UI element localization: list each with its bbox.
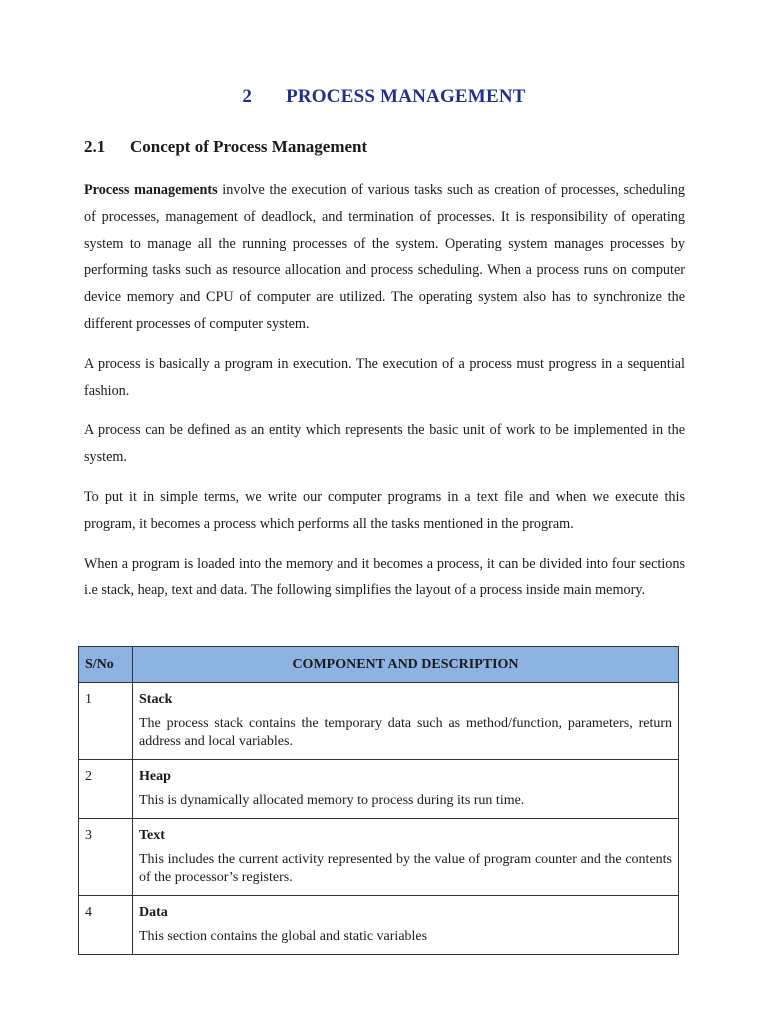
row-cell xyxy=(133,760,679,819)
table-row xyxy=(79,683,679,760)
paragraph-1 xyxy=(84,177,685,338)
row-cell xyxy=(133,819,679,896)
row-sno: 2 xyxy=(79,760,133,819)
component-name: Text xyxy=(139,828,165,843)
component-name: Heap xyxy=(139,769,171,784)
paragraph-1-bold-term: Process managements xyxy=(84,182,218,198)
table-row xyxy=(79,760,679,819)
section-number: 2.1 xyxy=(84,137,106,156)
header-sno: S/No xyxy=(79,647,133,683)
paragraph-5: When a program is loaded into the memory and it becomes a process, it can be divided into four sections i.e stack, heap, text and data. The following simplifies the layout of a process inside main memory. xyxy=(84,555,685,599)
component-name: Data xyxy=(139,905,168,920)
table-header-row xyxy=(79,647,679,683)
row-sno: 1 xyxy=(79,683,133,760)
row-cell xyxy=(133,683,679,760)
header-component-description: COMPONENT AND DESCRIPTION xyxy=(133,647,679,683)
paragraph-1-text: involve the execution of various tasks such as creation of processes, scheduling of processes, management of deadlock, and termination of processes. It is responsibility of operating system to manage all the running processes of the system. Operating system manages processes by performing tasks such as resource allocation and process scheduling. When a process runs on computer device memory and CPU of computer are utilized. The operating system also has to synchronize the different processes of computer system. xyxy=(84,182,685,332)
table-row xyxy=(79,819,679,896)
row-sno: 4 xyxy=(79,896,133,955)
row-cell xyxy=(133,896,679,955)
row-sno: 3 xyxy=(79,819,133,896)
component-description: This includes the current activity represented by the value of program counter and the contents of the processor’s registers. xyxy=(139,852,672,885)
component-name: Stack xyxy=(139,692,173,707)
chapter-number: 2 xyxy=(242,86,253,107)
component-description: This is dynamically allocated memory to process during its run time. xyxy=(139,793,525,808)
paragraph-4: To put it in simple terms, we write our computer programs in a text file and when we execute this program, it becomes a process which performs all the tasks mentioned in the program. xyxy=(84,488,685,532)
process-components-table xyxy=(78,646,679,955)
component-description: The process stack contains the temporary data such as method/function, parameters, return address and local variables. xyxy=(139,716,672,749)
table-row xyxy=(79,896,679,955)
section-heading xyxy=(84,137,367,157)
paragraph-2: A process is basically a program in execution. The execution of a process must progress in a sequential fashion. xyxy=(84,355,685,399)
component-description: This section contains the global and static variables xyxy=(139,929,428,944)
paragraph-3: A process can be defined as an entity which represents the basic unit of work to be implemented in the system. xyxy=(84,422,685,466)
body-text xyxy=(84,177,685,617)
chapter-title xyxy=(0,86,768,108)
chapter-title-text: PROCESS MANAGEMENT xyxy=(286,86,526,107)
section-title: Concept of Process Management xyxy=(130,137,368,156)
